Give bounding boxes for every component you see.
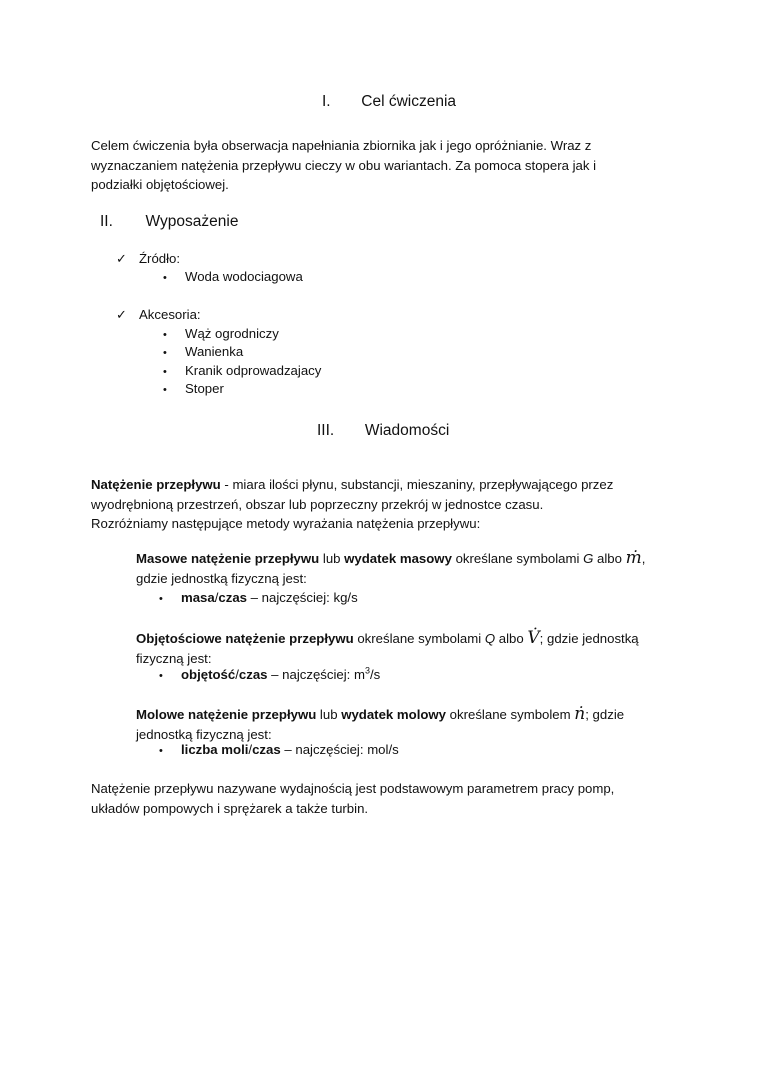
mass-flow-block xyxy=(136,549,645,588)
section-title: Wiadomości xyxy=(364,422,450,439)
list-item xyxy=(163,344,244,359)
list-item-text: Woda wodociagowa xyxy=(185,269,303,284)
connector-text: albo xyxy=(495,631,528,646)
unit-common: – najczęściej: mol/s xyxy=(280,742,399,757)
group-label: Źródło: xyxy=(139,251,181,266)
definition-term: Natężenie przepływu xyxy=(91,477,221,492)
unit-quantity: objętość xyxy=(181,667,236,682)
symbol-q: Q xyxy=(484,631,496,646)
unit-common: – najczęściej: m xyxy=(267,667,365,682)
list-item xyxy=(163,363,322,378)
unit-per-second: /s xyxy=(370,667,381,682)
mass-flow-line: gdzie jednostką fizyczną jest: xyxy=(136,570,307,586)
paragraph-line: wyznaczaniem natężenia przepływu cieczy w obu wariantach. Za pomoca stopera jak i xyxy=(91,157,597,173)
description-text: ; gdzie xyxy=(585,707,625,722)
description-text: określane symbolami xyxy=(451,551,584,566)
paragraph-line: podziałki objętościowej. xyxy=(91,177,229,192)
bullet-icon: • xyxy=(163,384,167,396)
list-item-text: Stoper xyxy=(185,381,224,396)
bullet-icon: • xyxy=(163,329,167,341)
list-item-text: Wanienka xyxy=(185,344,244,359)
paragraph-line: Celem ćwiczenia była obserwacja napełniania zbiornika jak i jego opróżnianie. Wraz z xyxy=(91,138,592,153)
molar-flow-line xyxy=(136,705,624,725)
bullet-icon: • xyxy=(163,366,167,378)
list-item-text: Wąż ogrodniczy xyxy=(185,326,279,341)
paragraph-line: układów pompowych i sprężarek a także turbin. xyxy=(91,800,369,816)
symbol-v-dot: V̇ xyxy=(527,628,540,648)
bullet-icon: • xyxy=(159,593,163,605)
section-1-heading xyxy=(322,93,456,111)
definition-line: wyodrębnioną przestrzeń, obszar lub poprzeczny przekrój w jednostce czasu. xyxy=(91,496,544,512)
definition-paragraph xyxy=(91,475,613,534)
equipment-group-accessories xyxy=(116,307,201,323)
unit-text xyxy=(181,742,399,757)
volume-flow-line: fizyczną jest: xyxy=(136,650,212,666)
checkmark-icon: ✓ xyxy=(116,307,127,322)
list-item xyxy=(163,326,279,341)
bullet-icon: • xyxy=(159,745,163,757)
section-1-paragraph xyxy=(91,136,596,195)
mass-unit-item xyxy=(159,590,358,605)
volume-unit-item xyxy=(159,665,381,682)
section-2-heading xyxy=(100,213,238,231)
unit-exponent: 3 xyxy=(365,665,371,676)
molar-flow-block xyxy=(136,705,624,744)
symbol-n-dot: ṅ xyxy=(574,704,586,724)
mass-flow-line xyxy=(136,549,645,569)
bullet-icon: • xyxy=(163,347,167,359)
unit-common: – najczęściej: kg/s xyxy=(247,590,358,605)
description-text: określane symbolami xyxy=(353,631,485,646)
list-item-text: Kranik odprowadzajacy xyxy=(185,363,322,378)
connector-text: lub xyxy=(319,551,345,566)
equipment-group-source xyxy=(116,251,181,267)
definition-line xyxy=(91,475,613,495)
section-number: II. xyxy=(100,213,113,230)
symbol-g: G xyxy=(583,551,594,566)
definition-line: Rozróżniamy następujące metody wyrażania natężenia przepływu: xyxy=(91,516,481,531)
description-text: ; gdzie jednostką xyxy=(539,631,639,646)
unit-slash: / xyxy=(214,590,219,605)
molar-flow-alias: wydatek molowy xyxy=(341,707,447,722)
checkmark-icon: ✓ xyxy=(116,251,127,266)
section-number: III. xyxy=(317,422,335,439)
mass-flow-alias: wydatek masowy xyxy=(344,551,452,566)
unit-text xyxy=(181,667,380,682)
symbol-m-dot: ṁ xyxy=(625,548,642,568)
unit-quantity: masa xyxy=(181,590,215,605)
unit-slash: / xyxy=(235,667,239,682)
volume-flow-block xyxy=(136,629,639,668)
list-item xyxy=(163,269,303,284)
closing-paragraph xyxy=(91,779,614,818)
section-title: Wyposażenie xyxy=(145,213,239,230)
molar-unit-item xyxy=(159,742,399,757)
unit-time: czas xyxy=(252,742,281,757)
bullet-icon: • xyxy=(163,272,167,284)
unit-time: czas xyxy=(218,590,248,605)
section-title: Cel ćwiczenia xyxy=(361,93,457,110)
unit-quantity: liczba moli xyxy=(181,742,249,757)
list-item xyxy=(163,381,224,396)
unit-text xyxy=(181,590,358,605)
bullet-icon: • xyxy=(159,670,163,682)
mass-flow-term: Masowe natężenie przepływu xyxy=(136,551,320,566)
unit-time: czas xyxy=(238,667,268,682)
connector-text: albo xyxy=(593,551,626,566)
molar-flow-term: Molowe natężenie przepływu xyxy=(136,707,317,722)
description-text: określane symbolem xyxy=(446,707,575,722)
group-label: Akcesoria: xyxy=(139,307,201,322)
paragraph-line: Natężenie przepływu nazywane wydajnością jest podstawowym parametrem pracy pomp, xyxy=(91,781,615,796)
section-number: I. xyxy=(322,93,331,110)
volume-flow-term: Objętościowe natężenie przepływu xyxy=(136,631,354,646)
definition-text: - miara ilości płynu, substancji, mieszaniny, przepływającego przez xyxy=(220,477,614,492)
volume-flow-line xyxy=(136,629,639,649)
molar-flow-line: jednostką fizyczną jest: xyxy=(136,726,272,742)
section-3-heading xyxy=(317,422,449,440)
punctuation: , xyxy=(641,551,646,566)
connector-text: lub xyxy=(316,707,342,722)
unit-slash: / xyxy=(248,742,253,757)
